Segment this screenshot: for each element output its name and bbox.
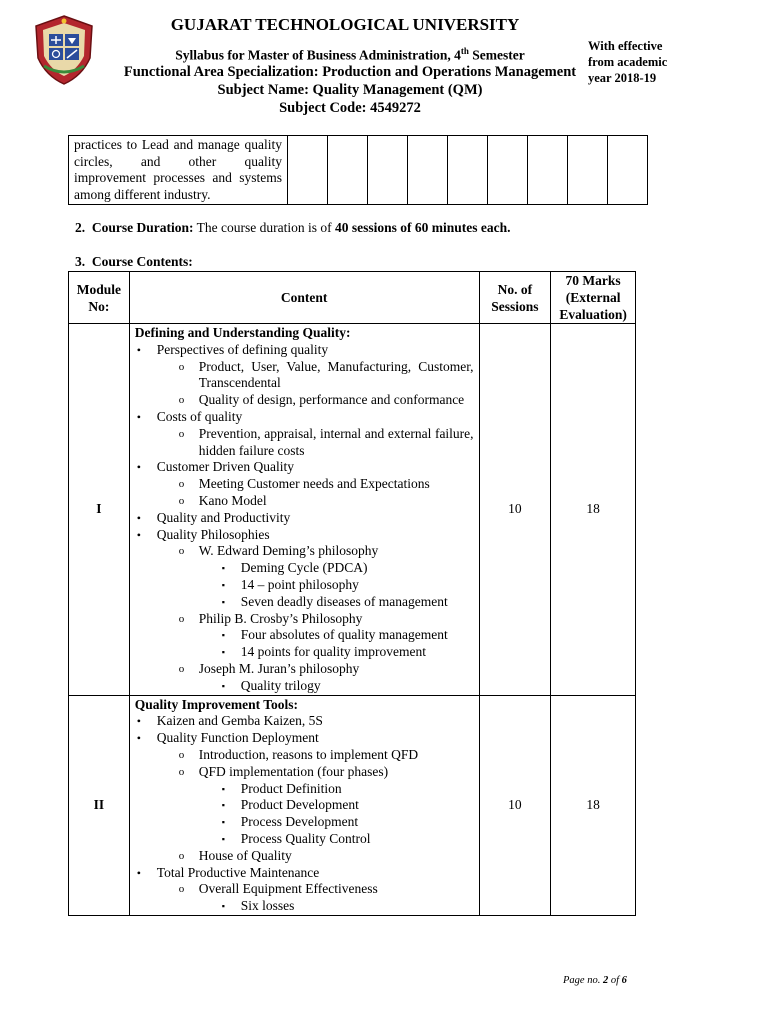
subject-name: Subject Name: Quality Management (QM) [217,82,483,98]
topic-item [135,493,474,510]
topic-item [135,543,474,560]
course-duration: 2. Course Duration: The course duration is of 40 sessions of 60 minutes each. [75,220,511,235]
bullet-icon: • [136,409,141,424]
topic-text: Prevention, appraisal, internal and external failure, hidden failure costs [198,425,474,458]
module-topics [135,342,474,695]
topic-text: Four absolutes of quality management [240,627,448,643]
topic-text: Quality and Productivity [156,509,291,525]
bullet-icon: o [178,765,185,778]
topic-item [135,510,474,527]
topic-text: Quality Function Deployment [156,730,319,746]
previous-outcomes-row [69,136,648,205]
bullet-icon: ▪ [221,579,225,590]
topic-item [135,392,474,409]
module-row-1 [69,324,636,696]
module-number: I [69,324,130,696]
module-marks: 18 [551,695,636,915]
previous-outcomes-table [68,135,648,205]
bullet-icon: ▪ [221,783,225,794]
topic-text: Total Productive Maintenance [156,864,320,880]
bullet-icon: o [178,494,185,507]
empty-cell [408,136,448,205]
topic-item [135,865,474,882]
topic-item [135,747,474,764]
bullet-icon: • [136,731,141,746]
bullet-icon: o [178,545,185,558]
module-content [129,324,479,696]
topic-text: Product Definition [240,780,342,796]
topic-item [135,661,474,678]
empty-cell [288,136,328,205]
empty-cell [448,136,488,205]
bullet-icon: o [178,478,185,491]
subject-code: Subject Code: 4549272 [279,100,421,116]
topic-item [135,409,474,426]
topic-text: Product Development [240,797,359,813]
topic-text: 14 – point philosophy [240,576,359,592]
topic-text: Perspectives of defining quality [156,341,329,357]
topic-item [135,476,474,493]
topic-item [135,359,474,393]
bullet-icon: ▪ [221,817,225,828]
university-name: GUJARAT TECHNOLOGICAL UNIVERSITY [170,15,520,34]
bullet-icon: • [136,342,141,357]
topic-text: Process Development [240,814,359,830]
topic-item [135,678,474,695]
topic-text: QFD implementation (four phases) [198,763,389,779]
topic-text: Philip B. Crosby’s Philosophy [198,610,363,626]
topic-item [135,781,474,798]
effective-note: With effective from academic year 2018-19 [588,39,668,85]
topic-item [135,814,474,831]
topic-item [135,627,474,644]
bullet-icon: ▪ [221,563,225,574]
topic-text: Meeting Customer needs and Expectations [198,476,430,492]
topic-text: 14 points for quality improvement [240,644,427,660]
topic-text: Deming Cycle (PDCA) [240,560,368,576]
bullet-icon: • [136,527,141,542]
empty-cell [608,136,648,205]
module-row-2 [69,695,636,915]
bullet-icon: ▪ [221,833,225,844]
bullet-icon: • [136,460,141,475]
bullet-icon: • [136,714,141,729]
topic-item [135,594,474,611]
module-number: II [69,695,130,915]
empty-cell [488,136,528,205]
header-sessions: No. of Sessions [479,272,551,324]
bullet-icon: ▪ [221,630,225,641]
bullet-icon: o [178,849,185,862]
bullet-icon: o [178,748,185,761]
header-marks: 70 Marks (External Evaluation) [551,272,636,324]
topic-item [135,764,474,781]
topic-text: Product, User, Value, Manufacturing, Customer, Transcendental [198,358,474,391]
bullet-icon: o [178,662,185,675]
topic-text: Joseph M. Juran’s philosophy [198,660,360,676]
empty-cell [528,136,568,205]
bullet-icon: o [178,394,185,407]
topic-text: Overall Equipment Effectiveness [198,881,378,897]
topic-item [135,426,474,460]
bullet-icon: ▪ [221,901,225,912]
topic-text: Seven deadly diseases of management [240,593,448,609]
topic-text: Customer Driven Quality [156,459,295,475]
topic-text: Quality trilogy [240,677,321,693]
topic-text: W. Edward Deming’s philosophy [198,543,379,559]
topic-item [135,848,474,865]
topic-item [135,342,474,359]
topic-item [135,527,474,544]
course-contents-heading: 3. Course Contents: [75,254,193,269]
bullet-icon: ▪ [221,680,225,691]
previous-outcome-text: practices to Lead and manage quality circles, and other quality improvement processes and systems among different industry. [69,136,288,205]
module-marks: 18 [551,324,636,696]
bullet-icon: • [136,865,141,880]
table-header-row [69,272,636,324]
topic-item [135,898,474,915]
bullet-icon: o [178,883,185,896]
university-logo [32,14,96,86]
bullet-icon: • [136,510,141,525]
bullet-icon: o [178,427,185,440]
topic-text: Quality Philosophies [156,526,270,542]
module-content [129,695,479,915]
topic-item [135,611,474,628]
topic-item [135,560,474,577]
topic-item [135,713,474,730]
module-title: Defining and Understanding Quality: [134,325,351,340]
specialization-line: Functional Area Specialization: Production and Operations Management [123,64,577,80]
module-title: Quality Improvement Tools: [134,696,299,712]
module-sessions: 10 [479,324,551,696]
topic-item [135,797,474,814]
topic-item [135,577,474,594]
course-contents-table [68,271,636,916]
empty-cell [328,136,368,205]
topic-text: Costs of quality [156,408,243,424]
page-number: Page no. 2 of 6 [563,975,627,986]
empty-cell [368,136,408,205]
topic-text: Six losses [240,898,295,914]
module-sessions: 10 [479,695,551,915]
bullet-icon: o [178,360,185,373]
topic-text: Quality of design, performance and conformance [198,392,465,408]
topic-item [135,459,474,476]
bullet-icon: ▪ [221,800,225,811]
topic-text: Process Quality Control [240,830,371,846]
topic-text: Kano Model [198,492,267,508]
topic-item [135,831,474,848]
topic-item [135,881,474,898]
topic-text: Introduction, reasons to implement QFD [198,746,419,762]
empty-cell [568,136,608,205]
header-module: Module No: [69,272,130,324]
bullet-icon: ▪ [221,647,225,658]
bullet-icon: ▪ [221,596,225,607]
module-topics [135,713,474,915]
topic-text: Kaizen and Gemba Kaizen, 5S [156,713,323,729]
bullet-icon: o [178,612,185,625]
topic-item [135,644,474,661]
topic-item [135,730,474,747]
header-content: Content [129,272,479,324]
syllabus-line: Syllabus for Master of Business Administration, 4th Semester [175,46,525,63]
topic-text: House of Quality [198,847,292,863]
